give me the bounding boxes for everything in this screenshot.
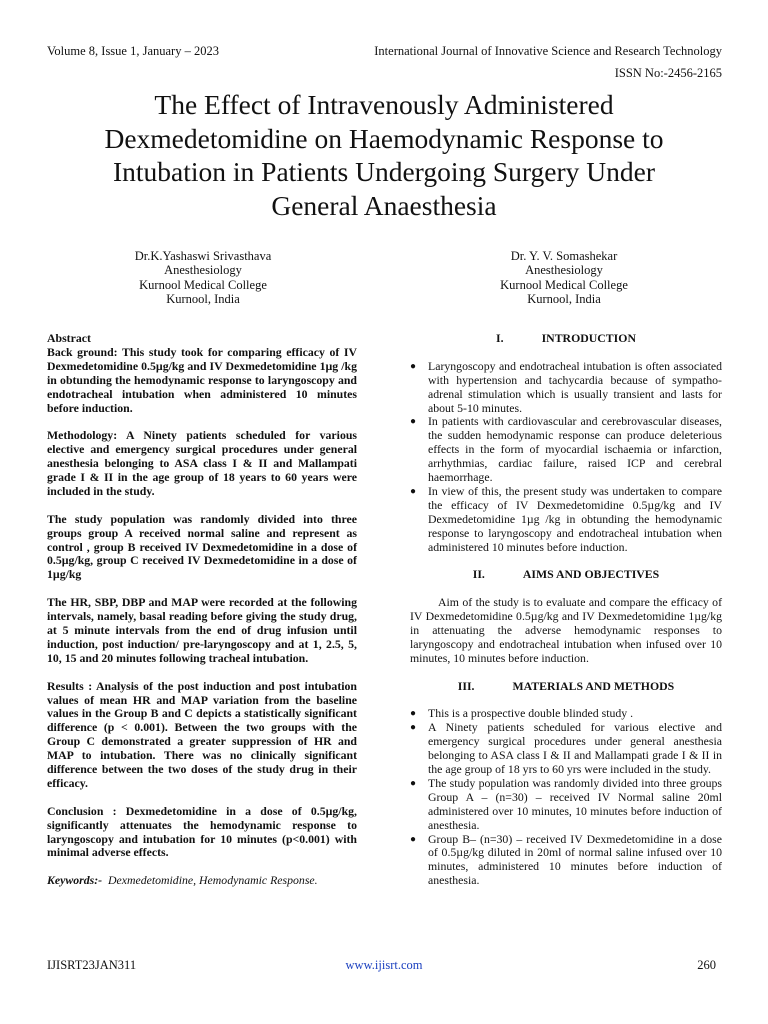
author-name: Dr. Y. V. Somashekar bbox=[510, 249, 618, 263]
journal-volume: Volume 8, Issue 1, January – 2023 bbox=[47, 44, 219, 58]
section-title: INTRODUCTION bbox=[541, 331, 636, 345]
list-item: ● In patients with cardiovascular and cerebrovascular diseases, the sudden hemodynamic response can produce deleterious effects in the form of myocardial ischaemia or infarction, arrhythmias, cardiac failure, raised ICP and cerebral haemorrhage. bbox=[410, 414, 722, 485]
keywords-text: Dexmedetomidine, Hemodynamic Response. bbox=[107, 873, 318, 888]
title-line: The Effect of Intravenously Administered bbox=[154, 89, 614, 120]
keywords bbox=[47, 874, 357, 888]
list-item: ● This is a prospective double blinded study . bbox=[410, 706, 634, 721]
list-item: ● A Ninety patients scheduled for various elective and emergency surgical procedures under general anesthesia belonging to ASA class I & II and Mallampati grade I & II in the age group of 18 yrs to 60 yrs were included in the study. bbox=[410, 720, 722, 777]
abstract-methodology: Methodology: A Ninety patients scheduled for various elective and emergency surgical procedures under general anesthesia belonging to ASA class I & II and Mallampati grade I & II in the age group of 18 years to 60 years were included in the study. bbox=[47, 428, 357, 498]
title-line: General Anaesthesia bbox=[271, 189, 497, 221]
author-institution: Kurnool Medical College bbox=[500, 277, 628, 292]
author-location: Kurnool, India bbox=[166, 291, 240, 306]
author-name: Dr.K.Yashaswi Srivasthava bbox=[134, 249, 272, 263]
keywords-label: Keywords:- bbox=[47, 873, 103, 888]
bullet-icon: ● bbox=[410, 833, 417, 845]
journal-website-link[interactable]: www.ijisrt.com bbox=[345, 958, 423, 972]
section-number: I. bbox=[496, 331, 504, 345]
section-heading-methods bbox=[410, 680, 722, 694]
right-column bbox=[410, 332, 722, 888]
bullet-icon: ● bbox=[410, 416, 417, 428]
section-heading-aims bbox=[410, 568, 722, 582]
bullet-icon: ● bbox=[410, 777, 417, 789]
author-block bbox=[444, 249, 684, 306]
author-department: Anesthesiology bbox=[164, 263, 242, 278]
bullet-icon: ● bbox=[410, 360, 417, 372]
section-title: AIMS AND OBJECTIVES bbox=[522, 567, 660, 582]
left-column bbox=[47, 332, 357, 888]
author-institution: Kurnool Medical College bbox=[139, 277, 267, 292]
title-line: Dexmedetomidine on Haemodynamic Response to bbox=[104, 122, 664, 154]
methods-list bbox=[410, 707, 722, 888]
abstract-measures: The HR, SBP, DBP and MAP were recorded at the following intervals, namely, basal reading before giving the study drug, at 5 minute intervals from the end of drug infusion until induction, post induction/ pre-laryngoscopy and at 1, 2.5, 5, 10, 15 and 20 minutes following tracheal intubation. bbox=[47, 595, 357, 665]
journal-name: International Journal of Innovative Science and Research Technology bbox=[374, 44, 722, 58]
list-item: ● The study population was randomly divided into three groups Group A – (n=30) – received IV Normal saline 20ml administered over 10 minutes, 10 minutes before induction of anesthesia. bbox=[410, 775, 722, 832]
title-line: Intubation in Patients Undergoing Surgery Under bbox=[112, 156, 656, 187]
list-item: ● Laryngoscopy and endotracheal intubation is often associated with hypertension and tachycardia because of sympatho-adrenal stimulation which is usually transient and lasts for about 5-10 minutes. bbox=[410, 358, 722, 415]
abstract-population: The study population was randomly divided into three groups group A received normal saline and represent as control , group B received IV Dexmedetomidine in a dose of 0.5µg/kg, group C received IV Dexmedetomidine in a dose of 1µg/kg bbox=[47, 511, 357, 582]
abstract-heading: Abstract bbox=[47, 331, 91, 345]
abstract-background: Back ground: This study took for comparing efficacy of IV Dexmedetomidine 0.5µg/kg and IV Dexmedetomidine 1µg /kg in obtunding the hemodynamic response to laryngoscopy and endotracheal intubation when administered 10 minutes before induction. bbox=[47, 344, 357, 415]
introduction-list bbox=[410, 360, 722, 555]
page-number: 260 bbox=[697, 958, 716, 972]
abstract-conclusion: Conclusion : Dexmedetomidine in a dose of 0.5µg/kg, significantly attenuates the hemodynamic response to laryngoscopy and intubation for 10 minutes (p<0.001) with minimal adverse effects. bbox=[47, 803, 357, 860]
author-department: Anesthesiology bbox=[525, 263, 603, 278]
paper-id: IJISRT23JAN311 bbox=[47, 958, 137, 972]
issn: ISSN No:-2456-2165 bbox=[614, 66, 722, 80]
list-item: ● In view of this, the present study was undertaken to compare the efficacy of IV Dexmedetomidine 0.5µg/kg and IV Dexmedetomidine 1µg /kg in obtunding the hemodynamic response to laryngoscopy and endotracheal intubation when administered 10 minutes before induction. bbox=[410, 483, 722, 554]
author-location: Kurnool, India bbox=[527, 291, 601, 306]
paper-title bbox=[40, 88, 728, 222]
list-item: ● Group B– (n=30) – received IV Dexmedetomidine in a dose of 0.5µg/kg diluted in 20ml of normal saline infused over 10 minutes, administered 10 minutes before induction of anesthesia. bbox=[410, 831, 722, 888]
section-title: MATERIALS AND METHODS bbox=[512, 678, 675, 693]
bullet-icon: ● bbox=[410, 722, 417, 734]
bullet-icon: ● bbox=[410, 485, 417, 497]
aims-paragraph: Aim of the study is to evaluate and compare the efficacy of IV Dexmedetomidine 0.5µg/kg and IV Dexmedetomidine 1µg/kg in attenuating the adverse hemodynamic responses to laryngoscopy and endotracheal intubation when infused over 10 minutes, 10 minutes before induction. bbox=[410, 595, 722, 665]
section-number: III. bbox=[457, 678, 475, 693]
section-number: II. bbox=[472, 567, 485, 582]
section-heading-introduction bbox=[410, 332, 722, 346]
bullet-icon: ● bbox=[410, 708, 417, 720]
abstract-results: Results : Analysis of the post induction and post intubation values of mean HR and MAP variation from the baseline values in the Group B and C depicts a statistically significant difference (p < 0.001). Between the two groups with the Group C demonstrated a greater suppression of HR and MAP to intubation. There was no clinically significant difference between the two doses of the study drug in their efficacy. bbox=[47, 678, 357, 790]
author-block bbox=[83, 249, 323, 306]
